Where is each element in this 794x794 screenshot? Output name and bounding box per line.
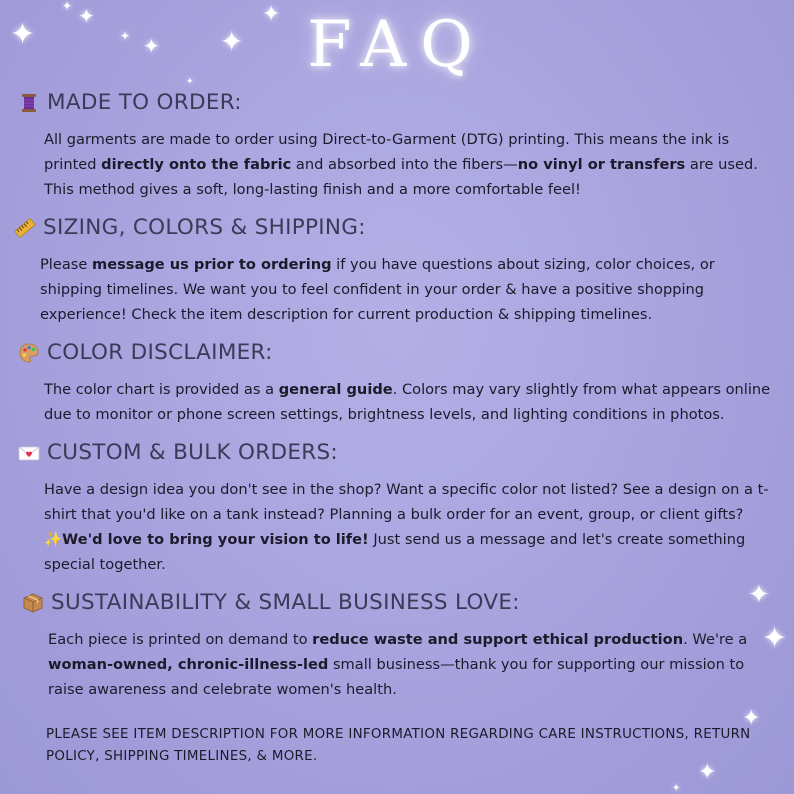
faq-section-sustainability [22, 590, 776, 702]
sparkle-icon: ✦ [120, 29, 131, 43]
sparkle-icon: ✦ [742, 706, 761, 731]
section-heading: COLOR DISCLAIMER: [47, 340, 273, 365]
faq-section-sizing-colors-shipping [14, 215, 776, 327]
section-heading: SIZING, COLORS & SHIPPING: [43, 215, 366, 240]
sparkle-icon: ✦ [262, 2, 281, 27]
sparkle-icon: ✦ [762, 621, 788, 656]
ruler-icon [14, 217, 36, 239]
section-body: Each piece is printed on demand to reduce waste and support ethical production. We're a woman-owned, chronic-illness-led small business—thank you for supporting our mission to raise awareness and celebrate women's health. [48, 631, 748, 698]
page-title: FAQ [307, 8, 487, 82]
sparkle-icon: ✦ [220, 25, 244, 58]
sparkle-icon: ✦ [143, 34, 160, 58]
thread-spool-icon [18, 92, 40, 114]
faq-section-custom-bulk-orders [18, 440, 776, 577]
sparkle-icon: ✦ [186, 77, 194, 87]
section-body: The color chart is provided as a general guide. Colors may vary slightly from what appears online due to monitor or phone screen settings, brightness levels, and lighting conditions in photos. [44, 381, 771, 423]
section-heading: CUSTOM & BULK ORDERS: [47, 440, 338, 465]
section-body: Have a design idea you don't see in the shop? Want a specific color not listed? See a design on a t-shirt that you'd like on a tank instead? Planning a bulk order for an event, group, or client gifts? ✨We'd love to bring your vision to life! Just send us a message and let's create something special together. [44, 481, 769, 573]
sparkle-icon: ✦ [698, 760, 717, 785]
section-heading: MADE TO ORDER: [47, 90, 242, 115]
footer-note: PLEASE SEE ITEM DESCRIPTION FOR MORE INFORMATION REGARDING CARE INSTRUCTIONS, RETURN POLICY, SHIPPING TIMELINES, & MORE. [46, 727, 751, 764]
sparkle-icon: ✦ [672, 783, 681, 794]
package-icon [22, 592, 44, 614]
sparkle-icon: ✦ [748, 580, 770, 610]
sparkle-icon: ✦ [78, 4, 95, 28]
section-body: All garments are made to order using Direct-to-Garment (DTG) printing. This means the ink is printed directly onto the fabric and absorbed into the fibers—no vinyl or transfers are used. This method gives a soft, long-lasting finish and a more comfortable feel! [44, 131, 758, 198]
section-heading: SUSTAINABILITY & SMALL BUSINESS LOVE: [51, 590, 520, 615]
faq-section-made-to-order [18, 90, 776, 202]
faq-section-color-disclaimer [18, 340, 776, 427]
love-letter-icon [18, 442, 40, 464]
sparkle-icon: ✦ [62, 0, 73, 13]
section-body: Please message us prior to ordering if you have questions about sizing, color choices, or shipping timelines. We want you to feel confident in your order & have a positive shopping experience! Check the item description for current production & shipping timelines. [40, 256, 715, 323]
sparkle-icon: ✦ [10, 17, 36, 52]
palette-icon [18, 342, 40, 364]
